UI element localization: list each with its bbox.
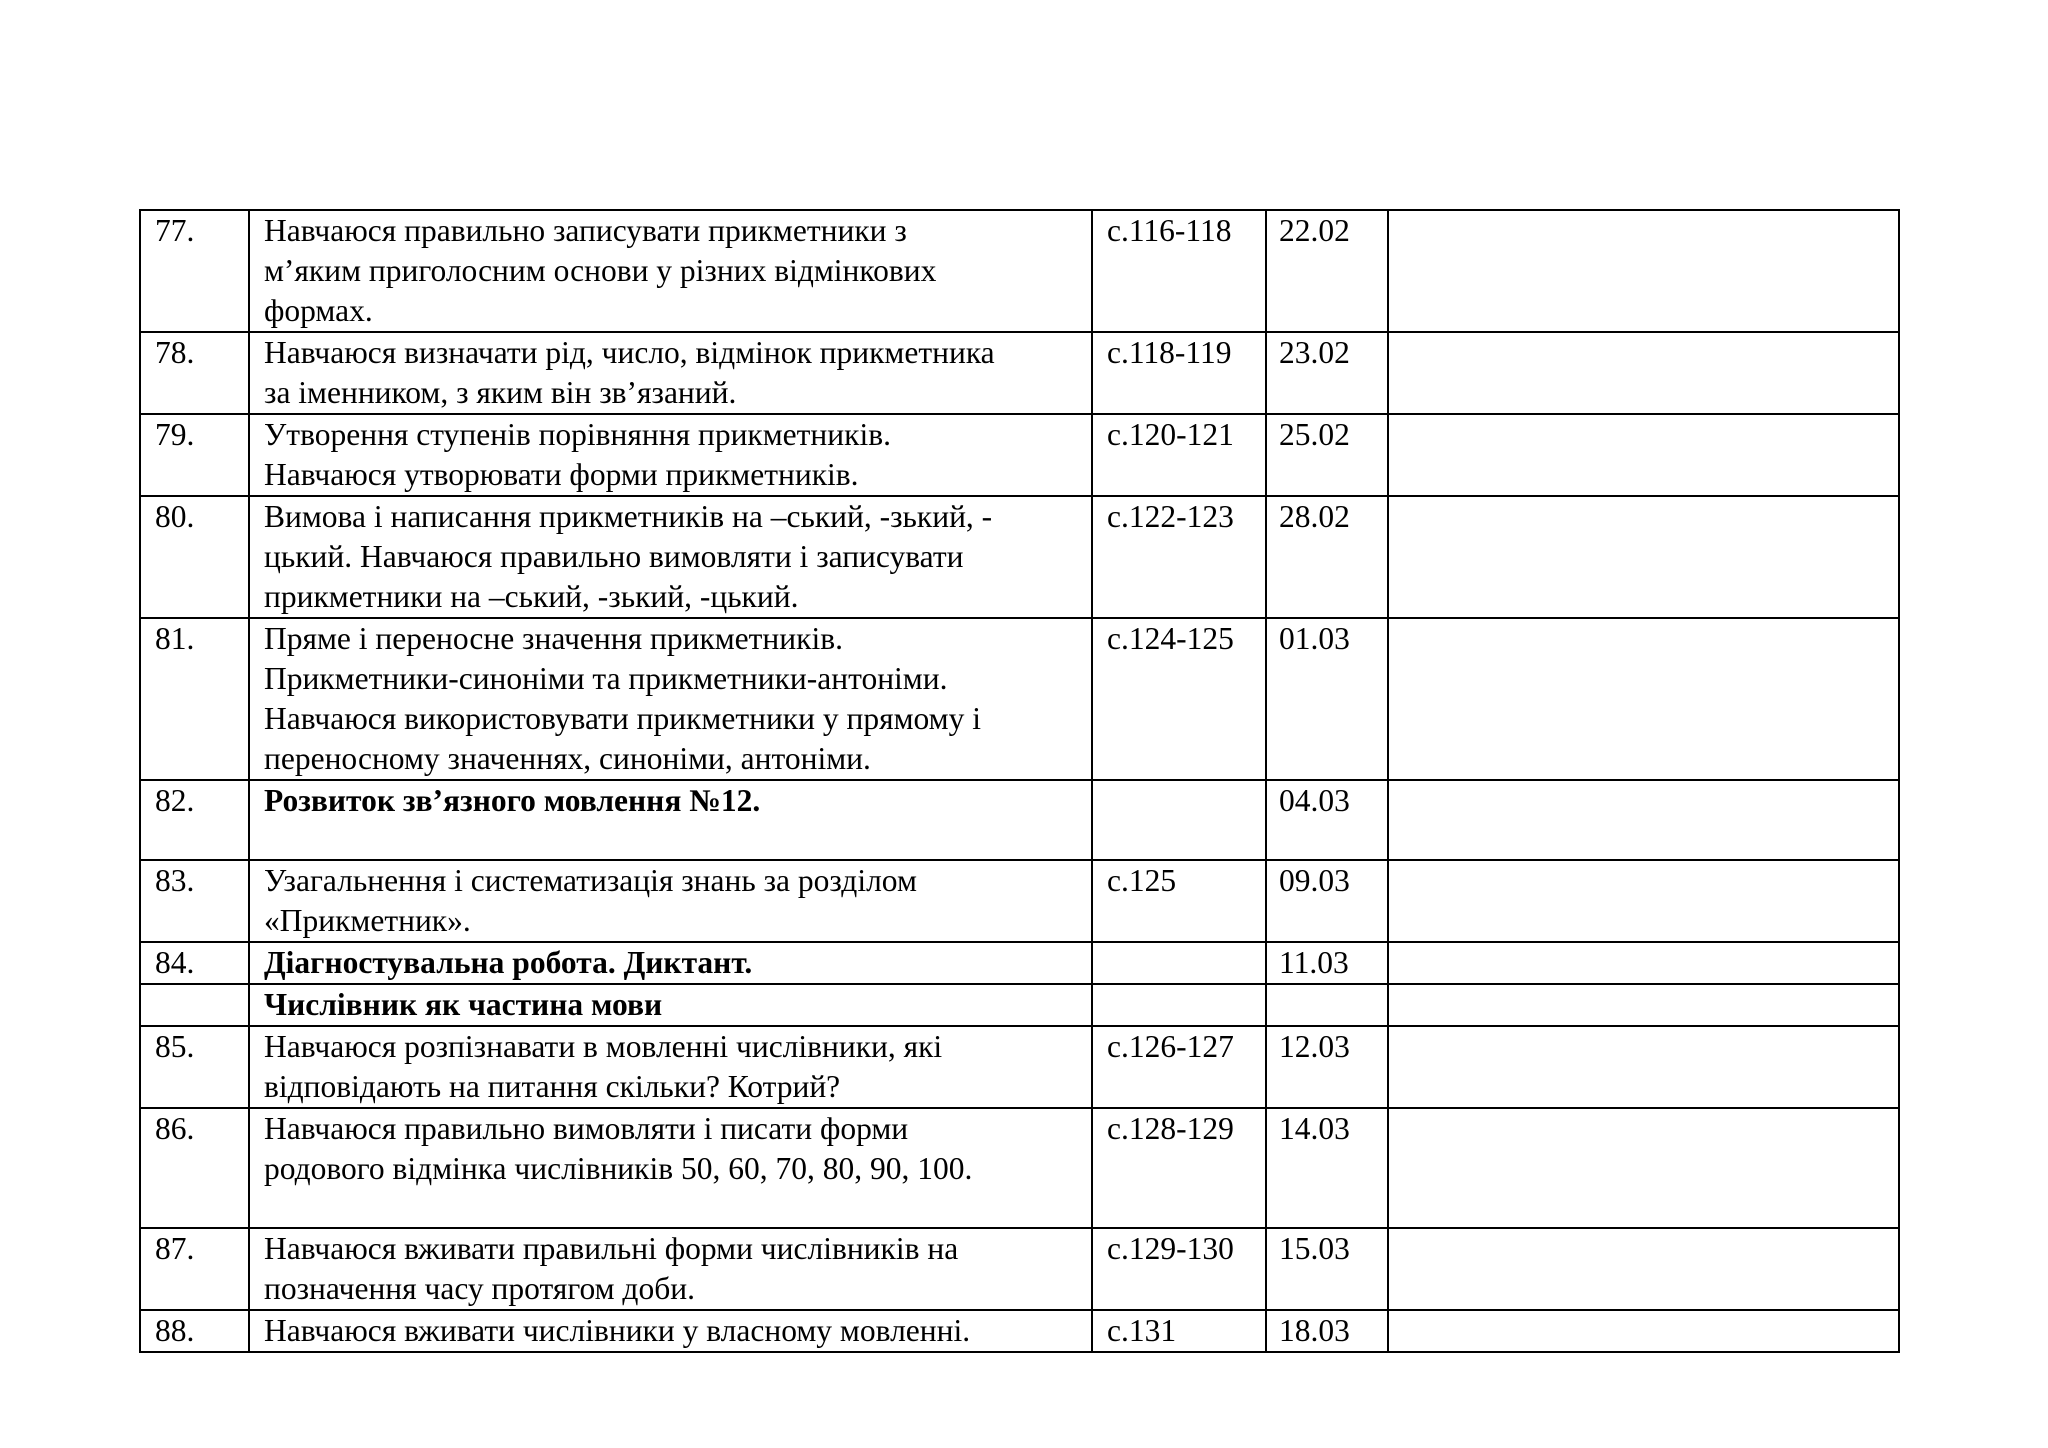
lesson-date: 18.03 bbox=[1266, 1310, 1388, 1352]
textbook-pages bbox=[1092, 780, 1266, 860]
lesson-topic bbox=[249, 984, 1092, 1026]
lesson-number: 83. bbox=[140, 860, 249, 942]
textbook-pages: с.118-119 bbox=[1092, 332, 1266, 414]
lesson-topic-line: Навчаюся правильно записувати прикметники з bbox=[264, 213, 907, 248]
lesson-topic-line: позначення часу протягом доби. bbox=[264, 1271, 695, 1306]
lesson-topic bbox=[249, 1026, 1092, 1108]
table-row bbox=[140, 860, 1899, 942]
lesson-date: 28.02 bbox=[1266, 496, 1388, 618]
lesson-date: 04.03 bbox=[1266, 780, 1388, 860]
lesson-topic bbox=[249, 210, 1092, 332]
lesson-topic bbox=[249, 1228, 1092, 1310]
lesson-topic bbox=[249, 332, 1092, 414]
lesson-topic-line: Утворення ступенів порівняння прикметників. bbox=[264, 417, 891, 452]
textbook-pages bbox=[1092, 984, 1266, 1026]
table-row bbox=[140, 1310, 1899, 1352]
lesson-number: 81. bbox=[140, 618, 249, 780]
lesson-topic bbox=[249, 496, 1092, 618]
lesson-topic-line: Числівник як частина мови bbox=[264, 987, 663, 1022]
lesson-topic-line: Розвиток зв’язного мовлення №12. bbox=[264, 783, 761, 818]
table-row bbox=[140, 332, 1899, 414]
lesson-note bbox=[1388, 942, 1899, 984]
lesson-note bbox=[1388, 618, 1899, 780]
lesson-topic-line: Узагальнення і систематизація знань за розділом bbox=[264, 863, 917, 898]
lesson-topic bbox=[249, 618, 1092, 780]
lesson-number: 82. bbox=[140, 780, 249, 860]
lesson-topic-line: Діагностувальна робота. Диктант. bbox=[264, 945, 753, 980]
lesson-topic-line: цький. Навчаюся правильно вимовляти і записувати bbox=[264, 539, 964, 574]
lesson-number: 87. bbox=[140, 1228, 249, 1310]
lesson-date: 01.03 bbox=[1266, 618, 1388, 780]
lesson-topic bbox=[249, 780, 1092, 860]
lesson-topic-line: Навчаюся вживати числівники у власному мовленні. bbox=[264, 1313, 971, 1348]
textbook-pages: с.124-125 bbox=[1092, 618, 1266, 780]
textbook-pages: с.116-118 bbox=[1092, 210, 1266, 332]
lesson-topic-line: Пряме і переносне значення прикметників. bbox=[264, 621, 843, 656]
textbook-pages bbox=[1092, 942, 1266, 984]
lesson-note bbox=[1388, 496, 1899, 618]
lesson-date: 14.03 bbox=[1266, 1108, 1388, 1228]
table-row bbox=[140, 984, 1899, 1026]
table-row bbox=[140, 618, 1899, 780]
lesson-topic-line: за іменником, з яким він зв’язаний. bbox=[264, 375, 737, 410]
lesson-number: 88. bbox=[140, 1310, 249, 1352]
lesson-topic-line: відповідають на питання скільки? Котрий? bbox=[264, 1069, 841, 1104]
lesson-topic-line: Вимова і написання прикметників на –ський, -зький, - bbox=[264, 499, 993, 534]
table-row bbox=[140, 496, 1899, 618]
lesson-date: 12.03 bbox=[1266, 1026, 1388, 1108]
lesson-topic-line: родового відмінка числівників 50, 60, 70, 80, 90, 100. bbox=[264, 1151, 973, 1186]
lesson-topic-line: Навчаюся розпізнавати в мовленні числівники, які bbox=[264, 1029, 943, 1064]
lesson-date: 15.03 bbox=[1266, 1228, 1388, 1310]
lesson-topic bbox=[249, 1108, 1092, 1228]
lesson-note bbox=[1388, 1310, 1899, 1352]
lesson-topic bbox=[249, 942, 1092, 984]
lesson-number: 86. bbox=[140, 1108, 249, 1228]
lesson-topic-line: Навчаюся використовувати прикметники у прямому і bbox=[264, 701, 981, 736]
lesson-note bbox=[1388, 210, 1899, 332]
lesson-number: 80. bbox=[140, 496, 249, 618]
textbook-pages: с.131 bbox=[1092, 1310, 1266, 1352]
textbook-pages: с.129-130 bbox=[1092, 1228, 1266, 1310]
lesson-plan-body bbox=[140, 210, 1899, 1352]
lesson-topic-line: м’яким приголосним основи у різних відмінкових bbox=[264, 253, 937, 288]
table-row bbox=[140, 1228, 1899, 1310]
table-row bbox=[140, 780, 1899, 860]
lesson-topic-line: «Прикметник». bbox=[264, 903, 471, 938]
lesson-topic-line: Навчаюся правильно вимовляти і писати форми bbox=[264, 1111, 909, 1146]
lesson-topic-line: прикметники на –ський, -зький, -цький. bbox=[264, 579, 799, 614]
textbook-pages: с.125 bbox=[1092, 860, 1266, 942]
lesson-note bbox=[1388, 332, 1899, 414]
table-row bbox=[140, 210, 1899, 332]
lesson-note bbox=[1388, 1026, 1899, 1108]
lesson-date: 11.03 bbox=[1266, 942, 1388, 984]
lesson-number: 78. bbox=[140, 332, 249, 414]
lesson-date: 22.02 bbox=[1266, 210, 1388, 332]
table-row bbox=[140, 414, 1899, 496]
lesson-topic-line: Навчаюся утворювати форми прикметників. bbox=[264, 457, 859, 492]
textbook-pages: с.122-123 bbox=[1092, 496, 1266, 618]
lesson-note bbox=[1388, 780, 1899, 860]
lesson-date: 23.02 bbox=[1266, 332, 1388, 414]
textbook-pages: с.120-121 bbox=[1092, 414, 1266, 496]
lesson-note bbox=[1388, 414, 1899, 496]
lesson-note bbox=[1388, 1108, 1899, 1228]
lesson-topic-line: переносному значеннях, синоніми, антоніми. bbox=[264, 741, 871, 776]
textbook-pages: с.126-127 bbox=[1092, 1026, 1266, 1108]
lesson-topic-line: Прикметники-синоніми та прикметники-антоніми. bbox=[264, 661, 948, 696]
lesson-date: 09.03 bbox=[1266, 860, 1388, 942]
table-row bbox=[140, 942, 1899, 984]
table-row bbox=[140, 1026, 1899, 1108]
lesson-number: 79. bbox=[140, 414, 249, 496]
lesson-number: 77. bbox=[140, 210, 249, 332]
lesson-topic bbox=[249, 414, 1092, 496]
lesson-plan-table bbox=[139, 209, 1900, 1353]
lesson-topic bbox=[249, 1310, 1092, 1352]
lesson-date: 25.02 bbox=[1266, 414, 1388, 496]
lesson-topic bbox=[249, 860, 1092, 942]
lesson-note bbox=[1388, 860, 1899, 942]
lesson-number: 85. bbox=[140, 1026, 249, 1108]
lesson-topic-line: формах. bbox=[264, 293, 373, 328]
textbook-pages: с.128-129 bbox=[1092, 1108, 1266, 1228]
table-row bbox=[140, 1108, 1899, 1228]
lesson-number: 84. bbox=[140, 942, 249, 984]
lesson-topic-line: Навчаюся вживати правильні форми числівників на bbox=[264, 1231, 959, 1266]
lesson-note bbox=[1388, 1228, 1899, 1310]
lesson-date bbox=[1266, 984, 1388, 1026]
lesson-number bbox=[140, 984, 249, 1026]
lesson-note bbox=[1388, 984, 1899, 1026]
lesson-topic-line: Навчаюся визначати рід, число, відмінок прикметника bbox=[264, 335, 995, 370]
